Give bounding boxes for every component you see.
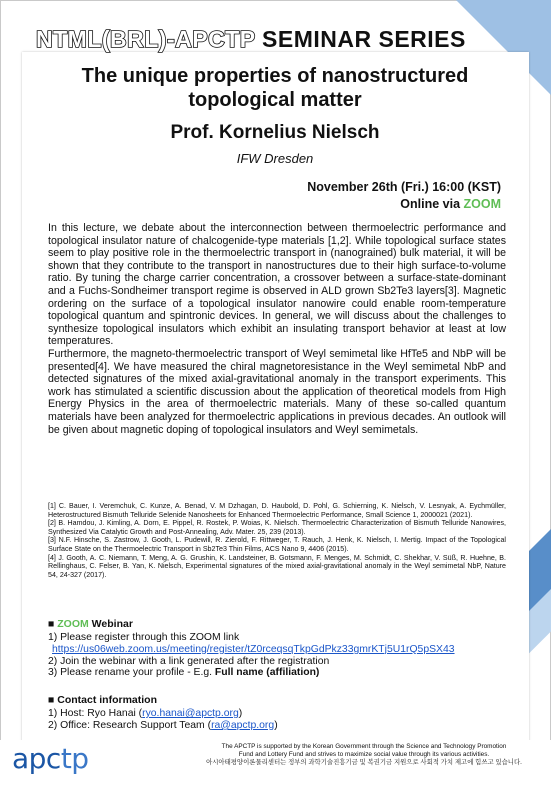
series-prefix: NTML(BRL)-APCTP xyxy=(36,26,256,52)
reference-1: [1] C. Bauer, I. Veremchuk, C. Kunze, A. Benad, V. M Dzhagan, D. Haubold, D. Pohl, G. Schierning, K. Nielsch, V. Lesnyak, A. Eychmüller, Heterostructured Bismuth Telluride Selenide Nanosheets for Enhanced Thermoelectric Performance, Small Science 1, 2000021 (2021). xyxy=(48,502,506,519)
logo-text-a: apc xyxy=(12,742,61,775)
abstract-paragraph-2: Furthermore, the magneto-thermoelectric transport of Weyl semimetal like HfTe5 and NbP will be presented[4]. We have measured the chiral magnetoresistance in the Weyl semimetal NbP and detected signatures of the mixed axial-gravitational anomaly in the transport experiments. This work has stimulated a scientific discussion about the application of theoretical models from High Energy Physics in the area of thermoelectric materials. Many of these so-called quantum materials have been analyzed for thermoelectric applications in previous decades. An outlook will be given about magnetic doping of topological insulators and Weyl semimetals. xyxy=(48,347,506,436)
contact-office xyxy=(48,720,506,732)
abstract xyxy=(48,222,506,436)
speaker-name: Prof. Kornelius Nielsch xyxy=(170,122,380,143)
webinar-bullet: ■ xyxy=(48,618,58,630)
webinar-step-3-text: 3) Please rename your profile - E.g. xyxy=(48,667,215,679)
webinar-step-3-bold: Full name (affiliation) xyxy=(214,667,320,679)
office-email-link[interactable]: ra@apctp.org xyxy=(211,719,275,731)
references xyxy=(48,502,506,579)
webinar-step-2: 2) Join the webinar with a link generated after the registration xyxy=(48,655,330,667)
footer-line-2: Fund and Lottery Fund and strives to maximize social value through its various activities. xyxy=(238,751,490,758)
online-zoom: ZOOM xyxy=(463,197,501,211)
online-prefix: Online via xyxy=(400,197,464,211)
apctp-logo xyxy=(12,742,89,775)
reference-3: [3] N.F. Hinsche, S. Zastrow, J. Gooth, L. Pudewill, R. Zierold, F. Rittweger, T. Rauch, J. Henk, K. Nielsch, I. Mertig. Impact of the Topological Surface State on the Thermoelectric Transport in Sb2Te3 Thin Films, ACS Nano 9, 4406 (2015). xyxy=(48,536,506,553)
webinar-heading-rest: Webinar xyxy=(88,618,133,630)
host-email-link[interactable]: ryo.hanai@apctp.org xyxy=(142,708,239,719)
event-online xyxy=(400,197,501,211)
webinar-steps xyxy=(48,632,506,679)
contact-host xyxy=(48,708,506,720)
contact-office-suffix: ) xyxy=(274,719,278,731)
contact-office-prefix: 2) Office: Research Support Team ( xyxy=(48,719,212,731)
contact-heading: ■ Contact information xyxy=(48,694,158,706)
contact-host-prefix: 1) Host: Ryo Hanai ( xyxy=(48,708,143,719)
reference-4: [4] J. Gooth, A. C. Niemann, T. Meng, A. G. Grushin, K. Landsteiner, B. Gotsmann, F. Menges, M. Schmidt, C. Shekhar, V. Süß, R. Huehne, B. Rellinghaus, C. Felser, B. Yan, K. Nielsch, Experimental signatures of the mixed axial-gravitational anomaly in the Weyl semimetal NbP, Nature 54, 24-327 (2017). xyxy=(48,553,506,579)
footer-text xyxy=(185,743,543,767)
seminar-series-title xyxy=(36,26,516,53)
webinar-step-3 xyxy=(48,667,506,679)
talk-title-line1: The unique properties of nanostructured xyxy=(81,65,469,87)
speaker-affiliation: IFW Dresden xyxy=(236,151,314,166)
talk-title xyxy=(40,64,510,112)
webinar-heading xyxy=(48,618,133,630)
contact-lines xyxy=(48,708,506,732)
logo-text-b: tp xyxy=(60,742,89,775)
reference-2: [2] B. Hamdou, J. Kimling, A. Dorn, E. Pippel, R. Rostek, P. Woias, K. Nielsch. Thermoelectric Characterization of Bismuth Telluride Nanowires, Synthesized Via Catalytic Growth and Post-Annealing, Adv. Mater. 25, 239 (2013). xyxy=(48,519,506,536)
talk-title-line2: topological matter xyxy=(188,89,362,111)
abstract-paragraph-1: In this lecture, we debate about the interconnection between thermoelectric performance and topological insulator nature of chalcogenide-type materials [1,2]. While topological surface states seem to play positive role in the thermoelectric transport in (nanograined) bulk material, it will be shown that they contribute to the transport in nanostructures due to their high surface-to-volume ratio. By tuning the charge carrier concentration, a crossover between a surface-state-dominant and a Fuchs-Sondheimer transport regime is observed in ALD grown Sb2Te3 layers[3]. Magnetic ordering on the surface of a topological insulator nanowire could enable room-temperature topological quantum and spintronic devices. In general, we will discuss about the challenges to synthesize topological insulators which exhibit an insulating transport behavior at least at low temperatures. xyxy=(48,222,506,348)
webinar-step-1: 1) Please register through this ZOOM link xyxy=(48,632,240,643)
footer-line-1: The APCTP is supported by the Korean Government through the Science and Technology Promotion xyxy=(221,743,507,750)
footer-line-3: 아시아태평양이론물리센터는 정부의 과학기술진흥기금 및 복권기금 지원으로 사회적 가치 제고에 힘쓰고 있습니다. xyxy=(206,759,522,766)
zoom-register-link[interactable]: https://us06web.zoom.us/meeting/register/tZ0rceqsqTkpGdPkz33gmrKTj5U1rQ5pSX43 xyxy=(52,643,455,655)
series-suffix: SEMINAR SERIES xyxy=(255,26,466,52)
event-datetime: November 26th (Fri.) 16:00 (KST) xyxy=(307,180,501,194)
contact-host-suffix: ) xyxy=(238,708,243,719)
webinar-zoom-word: ZOOM xyxy=(57,618,89,630)
